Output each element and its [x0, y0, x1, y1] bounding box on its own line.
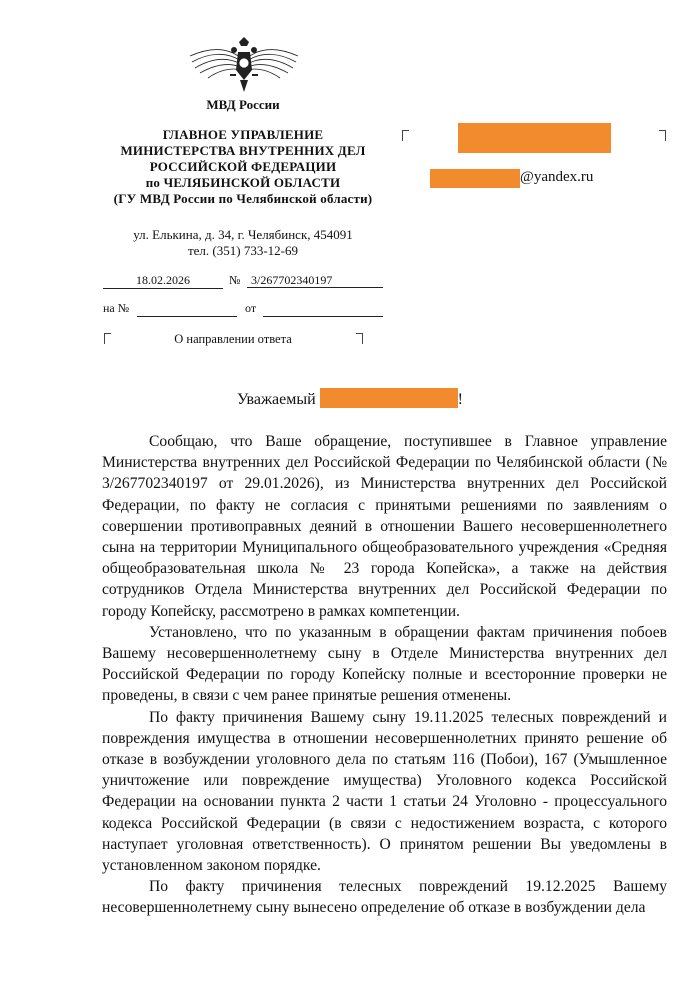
greeting-prefix: Уважаемый: [237, 391, 316, 408]
body-paragraph: Установлено, что по указанным в обращении фактам причинения побоев Вашему несовершеннолетнему сыну в Отделе Министерства внутренних дел Российской Федерации по городу Копейску полные и всесторонние проверки не проведены, в связи с чем ранее принятые решения отменены.: [102, 623, 667, 705]
emblem: [186, 36, 302, 96]
org-line: (ГУ МВД России по Челябинской области): [113, 191, 373, 206]
ref-label: на №: [103, 301, 130, 315]
registration-line: [103, 273, 383, 289]
address-block: [98, 227, 388, 259]
reg-date: 18.02.2026: [103, 273, 223, 289]
greeting-suffix: !: [457, 391, 463, 408]
from-date: [263, 301, 383, 317]
redacted-email-user: [430, 169, 520, 188]
corner-bracket: [659, 130, 666, 141]
corner-bracket: [104, 333, 111, 344]
subject: О направлении ответа: [174, 332, 292, 346]
double-headed-eagle-icon: [186, 36, 302, 96]
organization-block: [98, 127, 388, 207]
address: ул. Елькина, д. 34, г. Челябинск, 454091: [133, 227, 353, 242]
body-paragraph: По факту причинения телесных повреждений 19.12.2025 Вашему несовершеннолетнему сыну вынесено определение об отказе в возбуждении дела: [102, 878, 667, 917]
body-paragraph: По факту причинения Вашему сыну 19.11.2025 телесных повреждений и повреждения имущества в отношении несовершеннолетних принято решение об отказе в возбуждении уголовного дела по статьям 116 (Побои), 167 (Умышленное уничтожение или повреждение имущества) Уголовного кодекса Российской Федерации на основании пункта 2 части 1 статьи 24 Уголовно - процессуального кодекса Российской Федерации (в связи с недостижением возраста, с которого наступает уголовная ответственность). О принятом решении Вы уведомлены в установленном законом порядке.: [102, 708, 667, 875]
email-suffix: @yandex.ru: [520, 169, 594, 185]
phone: тел. (351) 733-12-69: [187, 243, 298, 258]
greeting: [0, 388, 700, 409]
reference-line: [103, 301, 383, 317]
reg-number: 3/267702340197: [247, 273, 383, 288]
agency-short-name: МВД России: [206, 97, 280, 112]
letter-body: [102, 431, 667, 919]
corner-bracket: [402, 130, 409, 141]
corner-bracket: [356, 333, 363, 344]
redacted-recipient-name: [458, 123, 611, 153]
reg-number-label: №: [229, 273, 241, 287]
ref-number: [137, 301, 237, 317]
org-line: РОССИЙСКОЙ ФЕДЕРАЦИИ: [149, 159, 337, 174]
from-label: от: [245, 301, 257, 315]
org-line: МИНИСТЕРСТВА ВНУТРЕННИХ ДЕЛ: [120, 143, 366, 158]
redacted-greeting-name: [320, 388, 458, 408]
org-line: по ЧЕЛЯБИНСКОЙ ОБЛАСТИ: [145, 175, 341, 190]
org-line: ГЛАВНОЕ УПРАВЛЕНИЕ: [162, 127, 324, 142]
body-paragraph: Сообщаю, что Ваше обращение, поступившее в Главное управление Министерства внутренних дел Российской Федерации по Челябинской области (№ 3/267702340197 от 29.01.2026), из Министерства внутренних дел Российской Федерации, по факту не согласия с принятыми решениями по заявлениям о совершении противоправных деяний в отношении Вашего несовершеннолетнего сына на территории Муниципального общеобразовательного учреждения «Средняя общеобразовательная школа № 23 города Копейска», а также на действия сотрудников Отдела Министерства внутренних дел Российской Федерации по городу Копейску, рассмотрено в рамках компетенции.: [102, 433, 667, 620]
